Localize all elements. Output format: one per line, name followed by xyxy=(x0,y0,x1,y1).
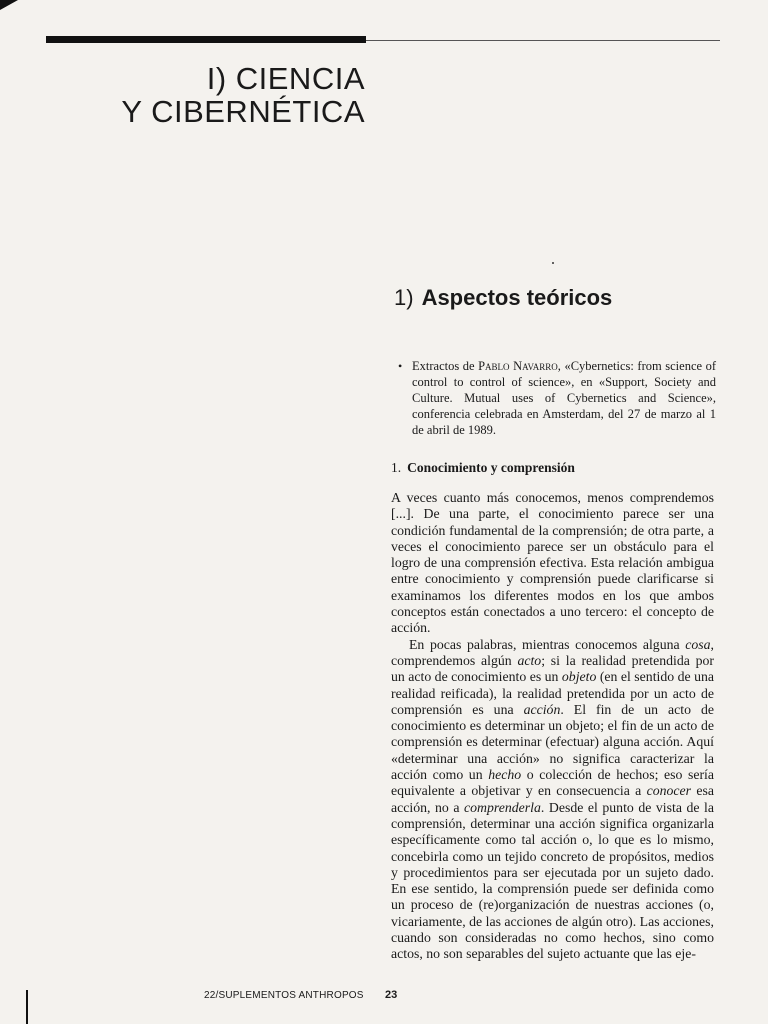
subsection-title xyxy=(394,284,612,312)
p2-text-2: , comprendemos algún xyxy=(391,636,714,668)
section-heading-text: Conocimiento y comprensión xyxy=(407,460,575,475)
p2-text-7: esa acción, no a xyxy=(391,783,714,815)
p2-text-8: . Desde el punto de vista de la comprensión, determinar una acción significa organizarla específicamente como tal acción o, lo que es lo mismo, concebirla como un tejido concreto de propósitos, medios y procedimientos para ser ejecutada por un sujeto dado. En ese sentido, la comprensión puede ser definida como un proceso de (re)organización de nuestras acciones (o, vicariamente, de las acciones de algún otro). Las acciones, cuando son consideradas no como hechos, sino como actos, no son separables del sujeto actuante que las eje- xyxy=(391,799,715,962)
source-author: Pablo Navarro xyxy=(478,359,558,373)
body-text xyxy=(391,490,714,963)
speck xyxy=(552,262,554,264)
header-rule-thick xyxy=(46,36,366,43)
corner-mark xyxy=(0,0,18,12)
p2-text-1: En pocas palabras, mientras conocemos alguna xyxy=(409,636,686,652)
header-rule-thin xyxy=(366,40,720,41)
section-heading xyxy=(391,460,575,476)
subsection-number: 1) xyxy=(394,285,414,310)
p2-italic-5: hecho xyxy=(488,767,522,783)
section-heading-number: 1. xyxy=(391,460,402,475)
page-edge-line xyxy=(26,990,28,1024)
p2-italic-3: objeto xyxy=(561,669,597,685)
subsection-text: Aspectos teóricos xyxy=(421,285,613,310)
source-post: , «Cybernetics: from science of control to control of science», en «Support, Society and Culture. Mutual uses of Cybernetics and Science», conferencia celebrada en Amsterdam, del 27 de marzo al 1 de abril de 1989. xyxy=(412,359,716,437)
paragraph-1: A veces cuanto más conocemos, menos comprendemos [...]. De una parte, el conocimiento parece ser una condición fundamental de la comprensión; de otra parte, a veces el conocimiento parece ser un obstáculo para el logro de una comprensión efectiva. Esta relación ambigua entre conocimiento y comprensión puede clarificarse si examinamos los diferentes modos en los que ambos conceptos están conectados a uno tercero: el concepto de acción. xyxy=(391,490,714,636)
p2-italic-6: conocer xyxy=(646,783,692,799)
p2-italic-1: cosa xyxy=(685,636,711,652)
section-title-line1: I) CIENCIA xyxy=(206,61,365,96)
footer-publication: 22/SUPLEMENTOS ANTHROPOS xyxy=(204,990,364,1001)
source-note xyxy=(398,358,716,438)
bullet-icon: • xyxy=(398,359,403,373)
p2-italic-2: acto xyxy=(517,652,542,668)
p2-text-4: (en el sentido de una realidad reificada), la realidad pretendida por un acto de comprensión es una xyxy=(391,669,715,717)
page-number: 23 xyxy=(385,989,398,1001)
p2-text-6: o colección de hechos; eso sería equivalente a objetivar y en consecuencia a xyxy=(391,767,714,799)
paragraph-2 xyxy=(391,637,714,963)
source-pre: Extractos de xyxy=(412,359,479,373)
p2-text-5: . El fin de un acto de conocimiento es determinar un objeto; el fin de un acto de comprensión es determinar (efectuar) alguna acción. Aquí «determinar una acción» no significa caracterizar la acción como un xyxy=(391,701,714,783)
section-title-line2: Y CIBERNÉTICA xyxy=(121,94,365,129)
p2-text-3: ; si la realidad pretendida por un acto de conocimiento es un xyxy=(391,652,714,685)
section-title xyxy=(121,62,365,128)
p2-italic-4: acción xyxy=(523,701,561,717)
p2-italic-7: comprenderla xyxy=(463,799,541,815)
